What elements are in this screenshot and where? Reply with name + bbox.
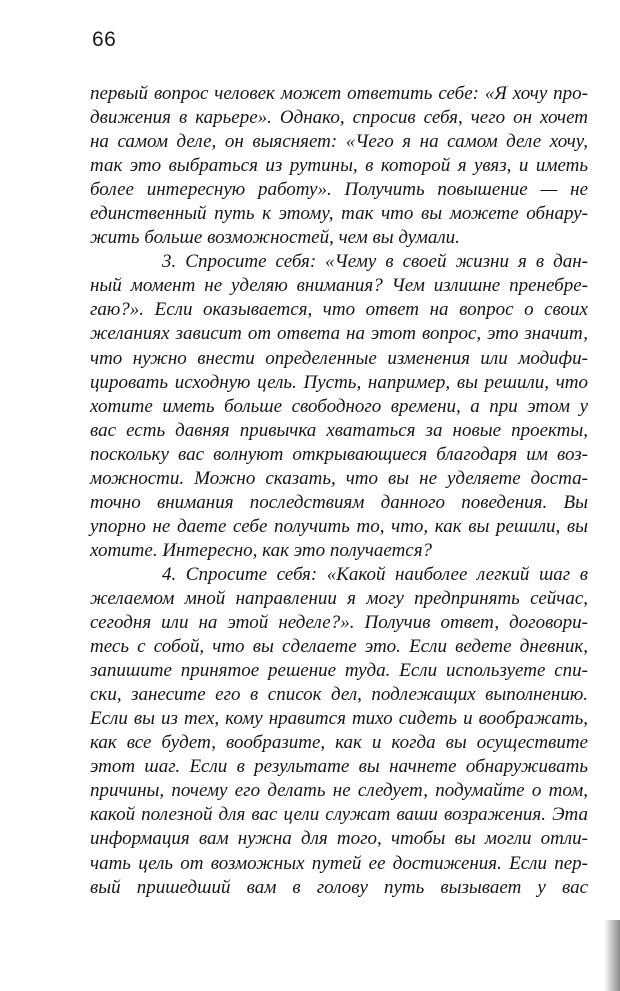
text-line: чать цель от возможных путей ее достижения. Если пер- bbox=[90, 852, 588, 874]
text-line: на самом деле, он выясняет: «Чего я на самом деле хочу, bbox=[90, 131, 588, 153]
text-line: этот шаг. Если в результате вы начнете обнаруживать bbox=[90, 756, 588, 778]
text-line: вас есть давняя привычка хвататься за новые проекты, bbox=[90, 419, 588, 441]
text-line: жить больше возможностей, чем вы думали. bbox=[90, 227, 460, 249]
body-text bbox=[90, 82, 588, 900]
page-number: 66 bbox=[92, 28, 117, 51]
text-line: как все будет, вообразите, как и когда вы осуществите bbox=[90, 732, 588, 754]
text-line: можности. Можно сказать, что вы не уделяете доста- bbox=[90, 467, 588, 489]
text-line: цировать исходную цель. Пусть, например, вы решили, что bbox=[90, 371, 588, 393]
text-line: поскольку вас волнуют открывающиеся благодаря им воз- bbox=[90, 443, 588, 465]
text-line: тесь с собой, что вы сделаете это. Если ведете дневник, bbox=[90, 636, 588, 658]
text-line: хотите. Интересно, как это получается? bbox=[90, 539, 433, 561]
text-line: сегодня или на этой неделе?». Получив ответ, договори- bbox=[90, 612, 588, 634]
text-line: единственный путь к этому, так что вы можете обнару- bbox=[90, 203, 588, 225]
text-line: более интересную работу». Получить повышение — не bbox=[90, 179, 588, 201]
paragraph-start-line: 3. Спросите себя: «Чему в своей жизни я в дан- bbox=[162, 251, 588, 273]
text-line: причины, почему его делать не следует, подумайте о том, bbox=[90, 780, 588, 802]
text-line: вый пришедший вам в голову путь вызывает у вас bbox=[90, 876, 588, 898]
text-line: так это выбраться из рутины, в которой я увяз, и иметь bbox=[90, 155, 588, 177]
text-line: какой полезной для вас цели служат ваши возражения. Эта bbox=[90, 804, 588, 826]
text-line: гаю?». Если оказывается, что ответ на вопрос о своих bbox=[90, 299, 588, 321]
text-line: ный момент не уделяю внимания? Чем излишне пренебре- bbox=[90, 275, 588, 297]
text-line: точно внимания последствиям данного поведения. Вы bbox=[90, 491, 588, 513]
page-edge-shadow bbox=[604, 920, 620, 991]
text-line: Если вы из тех, кому нравится тихо сидеть и воображать, bbox=[90, 708, 588, 730]
text-line: желаемом мной направлении я могу предпринять сейчас, bbox=[90, 587, 588, 609]
text-line: упорно не даете себе получить то, что, как вы решили, вы bbox=[90, 515, 588, 537]
text-line: информация вам нужна для того, чтобы вы могли отли- bbox=[90, 828, 588, 850]
text-line: движения в карьере». Однако, спросив себя, чего он хочет bbox=[90, 107, 588, 129]
text-line: запишите принятое решение туда. Если используете спи- bbox=[90, 660, 588, 682]
text-line: хотите иметь больше свободного времени, а при этом у bbox=[90, 395, 588, 417]
text-line: желаниях зависит от ответа на этот вопрос, это значит, bbox=[90, 323, 588, 345]
text-line: ски, занесите его в список дел, подлежащих выполнению. bbox=[90, 684, 588, 706]
text-line: первый вопрос человек может ответить себе: «Я хочу про- bbox=[90, 83, 588, 104]
text-line: что нужно внести определенные изменения или модифи- bbox=[90, 347, 588, 369]
paragraph-start-line: 4. Спросите себя: «Какой наиболее легкий шаг в bbox=[162, 563, 588, 585]
